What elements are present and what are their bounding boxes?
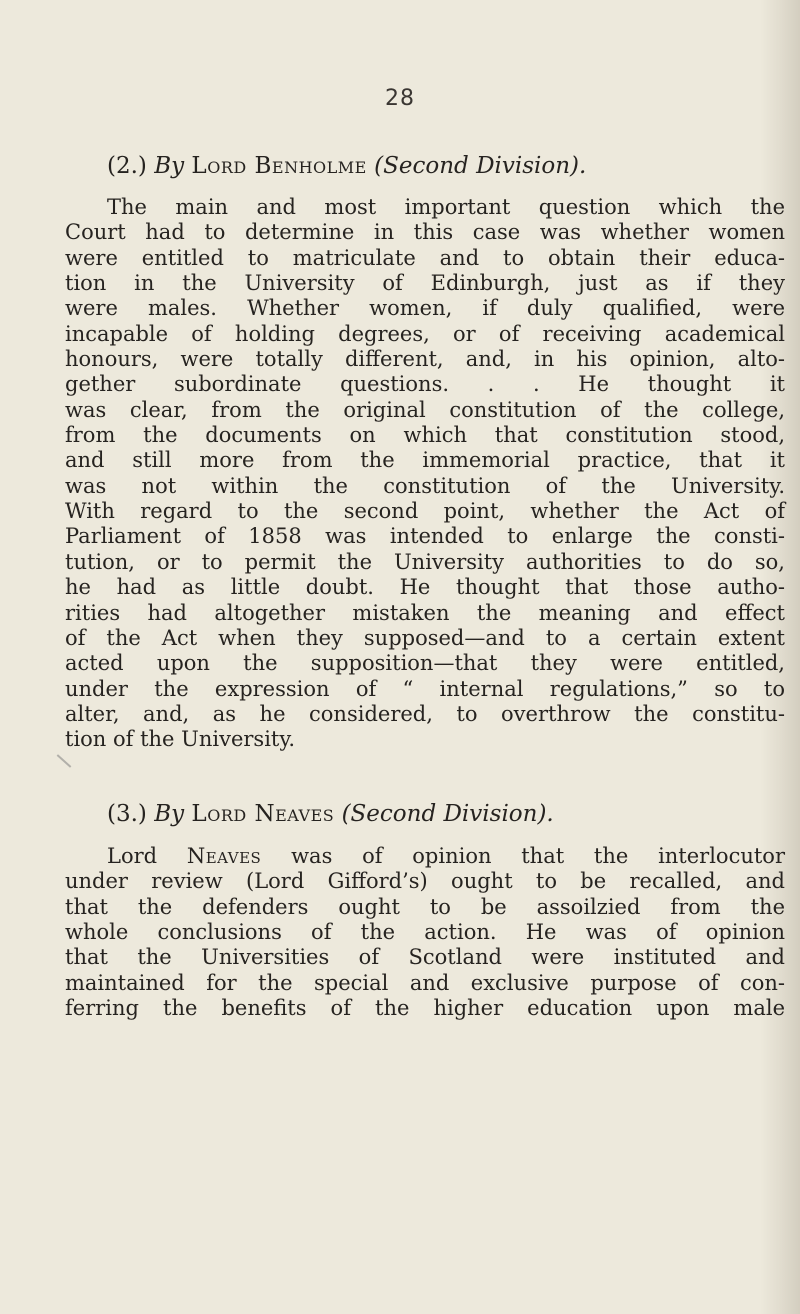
text-line: was clear, from the original constitution of the college, [65, 397, 785, 422]
text-line: The main and most important question which the [107, 195, 785, 219]
lord-name: Neaves [186, 844, 262, 868]
heading-lord-name: Lord Benholme [191, 153, 367, 179]
text-line: rities had altogether mistaken the meaning and effect [65, 600, 785, 625]
heading-lord-name: Lord Neaves [191, 801, 335, 827]
text-line: incapable of holding degrees, or of receiving academical [65, 321, 785, 346]
text-line: Court had to determine in this case was whether women [65, 220, 785, 245]
text-line: that the Universities of Scotland were instituted and [65, 945, 785, 970]
text-line: Parliament of 1858 was intended to enlarge the consti- [65, 524, 785, 549]
text-line: tion in the University of Edinburgh, just as if they [65, 271, 785, 296]
text-line-first [65, 844, 785, 869]
heading-division: (Second Division). [374, 153, 587, 179]
heading-division: (Second Division). [341, 801, 554, 827]
text-line: from the documents on which that constitution stood, [65, 423, 785, 448]
text-line: that the defenders ought to be assoilzied from the [65, 894, 785, 919]
text-line: under review (Lord Gifford’s) ought to be recalled, and [65, 869, 785, 894]
text-line: maintained for the special and exclusive purpose of con- [65, 970, 785, 995]
text-line: honours, were totally different, and, in his opinion, alto- [65, 347, 785, 372]
heading-by: By [154, 801, 185, 827]
text-line: was not within the constitution of the University. [65, 473, 785, 498]
text-line: he had as little doubt. He thought that those autho- [65, 575, 785, 600]
heading-by: By [154, 153, 185, 179]
text-line: alter, and, as he considered, to overthrow the constitu- [65, 701, 785, 726]
paragraph-neaves [65, 844, 785, 1021]
print-blemish [57, 754, 72, 768]
text-line: were males. Whether women, if duly qualified, were [65, 296, 785, 321]
section-number: (3.) [107, 801, 147, 827]
text-line: acted upon the supposition—that they were entitled, [65, 651, 785, 676]
text-line: gether subordinate questions. . . He thought it [65, 372, 785, 397]
text-line: whole conclusions of the action. He was of opinion [65, 920, 785, 945]
text-line: ferring the benefits of the higher education upon male [65, 996, 785, 1021]
section-heading-neaves [107, 799, 787, 829]
paragraph-benholme [65, 195, 785, 753]
section-number: (2.) [107, 153, 147, 179]
text-line: tion of the University. [65, 727, 296, 752]
text-line: and still more from the immemorial practice, that it [65, 448, 785, 473]
line-lead: Lord [107, 844, 158, 868]
line-rest: was of opinion that the interlocutor [291, 844, 785, 868]
text-line: under the expression of “ internal regulations,” so to [65, 676, 785, 701]
section-heading-benholme [107, 151, 787, 181]
page-number: 28 [385, 86, 415, 111]
text-line: With regard to the second point, whether the Act of [65, 499, 785, 524]
text-line: were entitled to matriculate and to obtain their educa- [65, 245, 785, 270]
text-line: of the Act when they supposed—and to a certain extent [65, 625, 785, 650]
text-line: tution, or to permit the University authorities to do so, [65, 549, 785, 574]
